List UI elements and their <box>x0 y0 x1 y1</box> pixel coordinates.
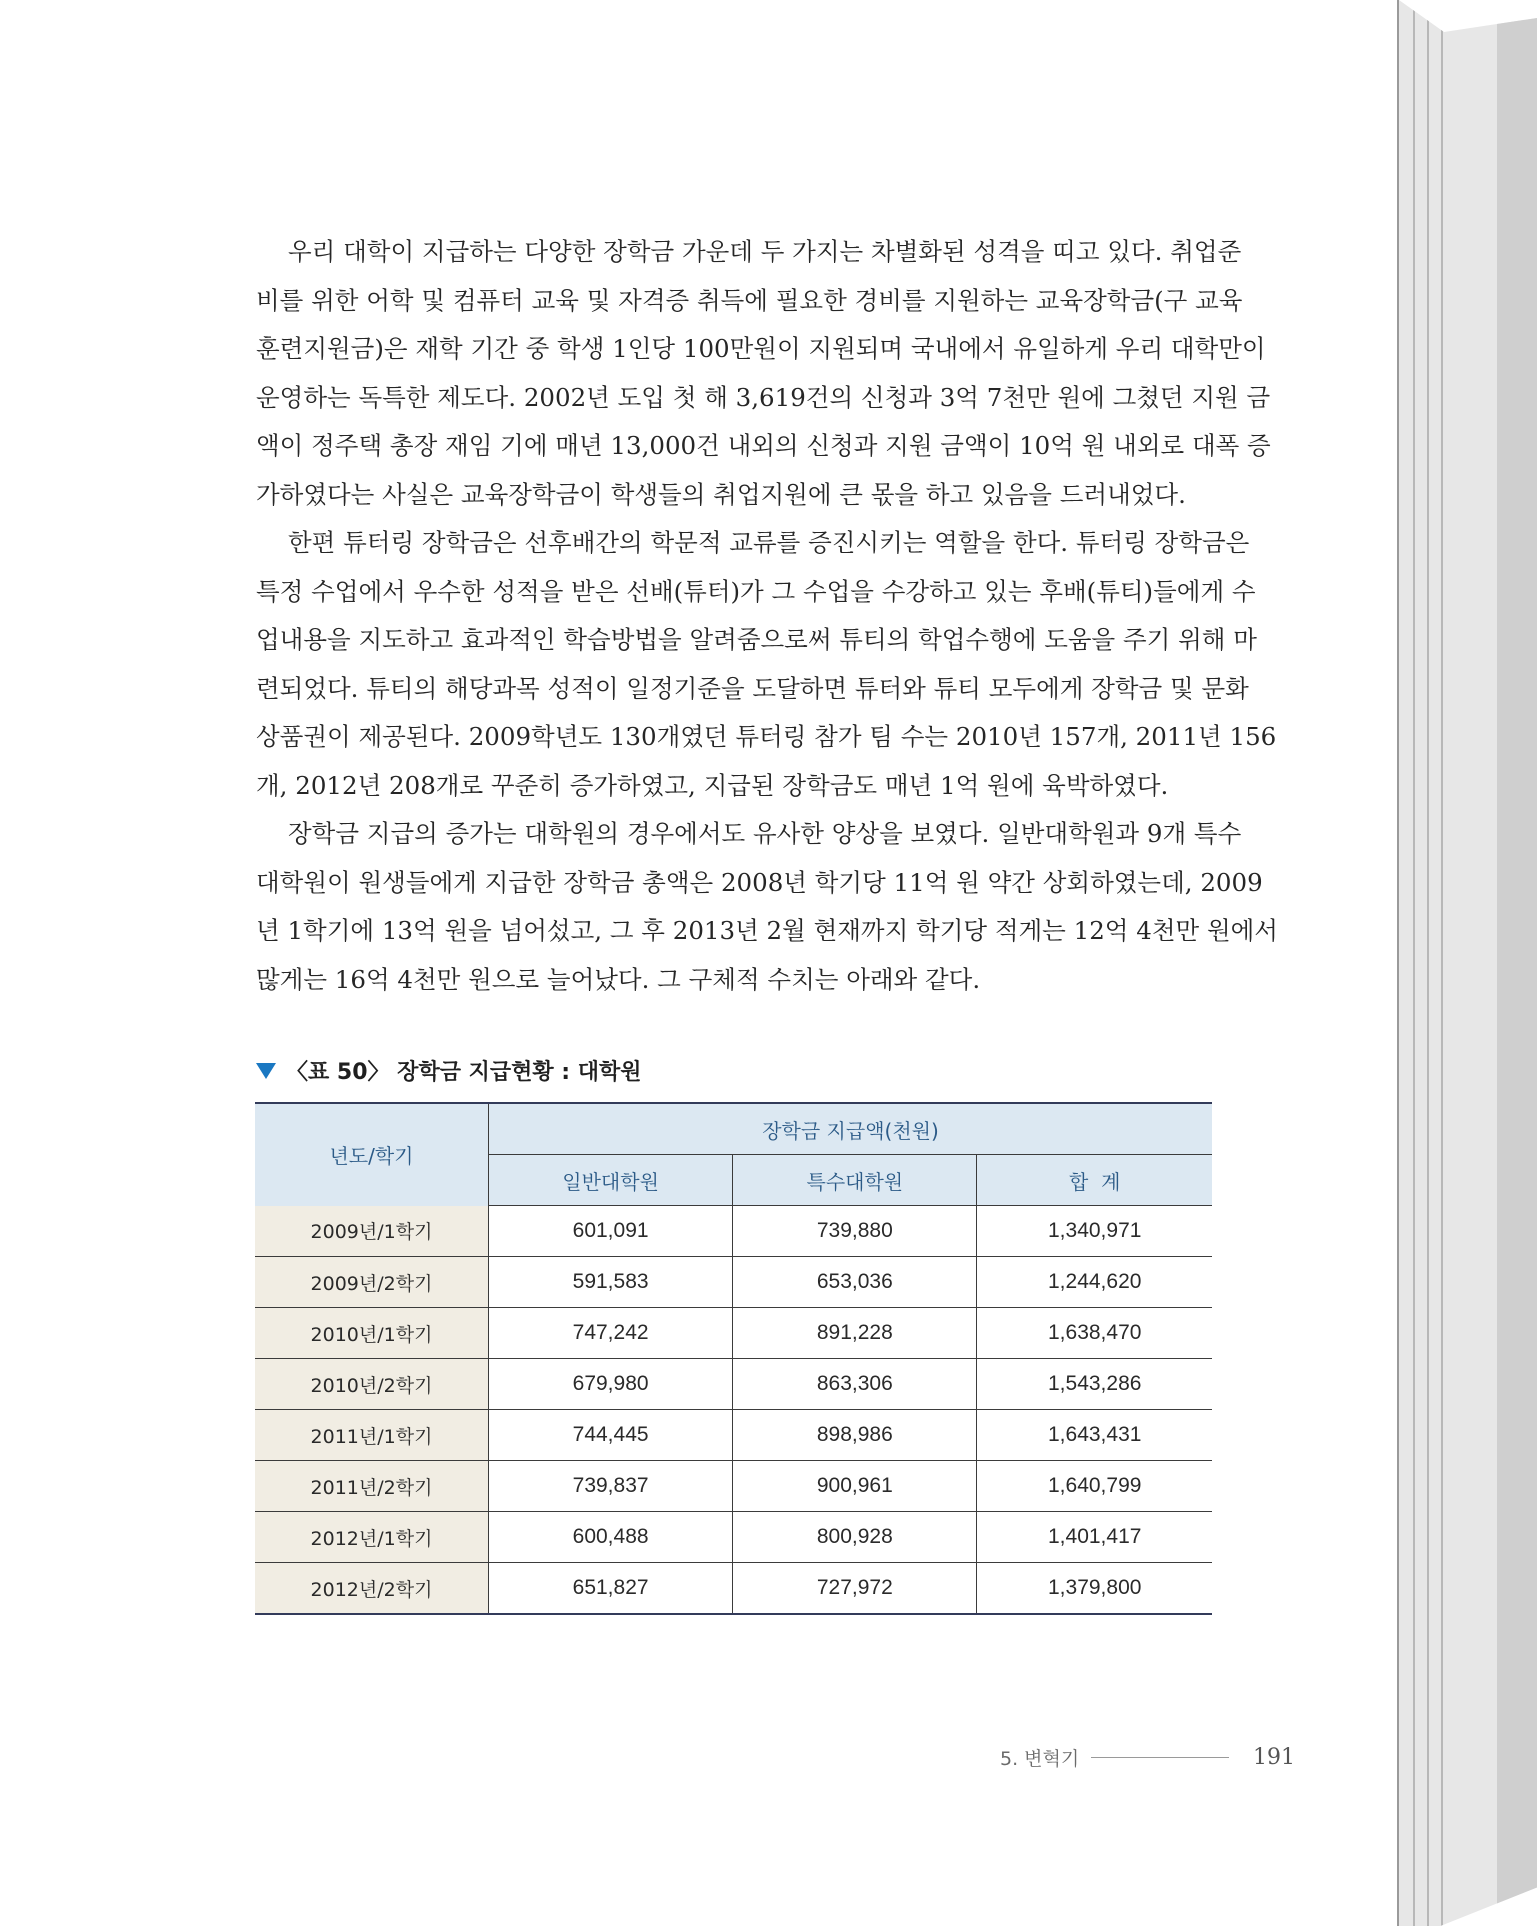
special-graduate-cell: 891,228 <box>733 1308 977 1359</box>
term-cell: 2011년/1학기 <box>255 1410 489 1461</box>
total-cell: 1,244,620 <box>977 1257 1212 1308</box>
total-cell: 1,543,286 <box>977 1359 1212 1410</box>
general-graduate-cell: 747,242 <box>489 1308 733 1359</box>
text-line: 련되었다. 튜티의 해당과목 성적이 일정기준을 도달하면 튜터와 튜티 모두에게 장학금 및 문화 <box>256 673 1249 703</box>
term-cell: 2012년/2학기 <box>255 1563 489 1615</box>
total-cell: 1,379,800 <box>977 1563 1212 1615</box>
text-line: 특정 수업에서 우수한 성적을 받은 선배(튜터)가 그 수업을 수강하고 있는 후배(튜티)들에게 수 <box>256 576 1256 606</box>
special-graduate-cell: 727,972 <box>733 1563 977 1615</box>
general-graduate-cell: 744,445 <box>489 1410 733 1461</box>
page-number: 191 <box>1253 1745 1295 1770</box>
table-row <box>255 1461 1212 1512</box>
general-graduate-cell: 600,488 <box>489 1512 733 1563</box>
footer-rule <box>1091 1757 1229 1758</box>
total-cell: 1,638,470 <box>977 1308 1212 1359</box>
text-line: 장학금 지급의 증가는 대학원의 경우에서도 유사한 양상을 보였다. 일반대학원과 9개 특수 <box>288 819 1242 848</box>
header-scholarship-amount: 장학금 지급액(천원) <box>489 1103 1213 1155</box>
general-graduate-cell: 739,837 <box>489 1461 733 1512</box>
text-line: 액이 정주택 총장 재임 기에 매년 13,000건 내외의 신청과 지원 금액이 10억 원 내외로 대폭 증 <box>256 431 1271 460</box>
text-line: 개, 2012년 208개로 꾸준히 증가하였고, 지급된 장학금도 매년 1억 원에 육박하였다. <box>256 770 1169 800</box>
text-line: 훈련지원금)은 재학 기간 중 학생 1인당 100만원이 지원되며 국내에서 유일하게 우리 대학만이 <box>256 334 1266 363</box>
text-line: 운영하는 독특한 제도다. 2002년 도입 첫 해 3,619건의 신청과 3억 7천만 원에 그쳤던 지원 금 <box>256 382 1271 412</box>
table-body <box>255 1206 1212 1615</box>
table-row <box>255 1206 1212 1257</box>
book-page-edges <box>1399 0 1537 1926</box>
text-line: 업내용을 지도하고 효과적인 학습방법을 알려줌으로써 튜티의 학업수행에 도움을 주기 위해 마 <box>256 625 1257 654</box>
general-graduate-cell: 679,980 <box>489 1359 733 1410</box>
special-graduate-cell: 800,928 <box>733 1512 977 1563</box>
paragraph-graduate-scholarship <box>256 810 1278 1004</box>
table-row <box>255 1308 1212 1359</box>
general-graduate-cell: 591,583 <box>489 1257 733 1308</box>
text-line: 대학원이 원생들에게 지급한 장학금 총액은 2008년 학기당 11억 원 약간 상회하였는데, 2009 <box>256 867 1263 897</box>
general-graduate-cell: 601,091 <box>489 1206 733 1257</box>
total-cell: 1,340,971 <box>977 1206 1212 1257</box>
term-cell: 2012년/1학기 <box>255 1512 489 1563</box>
chapter-label: 5. 변혁기 <box>1000 1748 1080 1770</box>
page-footer <box>1000 1744 1295 1771</box>
text-line: 우리 대학이 지급하는 다양한 장학금 가운데 두 가지는 차별화된 성격을 띠고 있다. 취업준 <box>288 237 1242 266</box>
term-cell: 2009년/2학기 <box>255 1257 489 1308</box>
text-line: 상품권이 제공된다. 2009학년도 130개였던 튜터링 참가 팀 수는 2010년 157개, 2011년 156 <box>256 722 1277 751</box>
text-line: 비를 위한 어학 및 컴퓨터 교육 및 자격증 취득에 필요한 경비를 지원하는 교육장학금(구 교육 <box>256 285 1243 315</box>
total-cell: 1,640,799 <box>977 1461 1212 1512</box>
special-graduate-cell: 653,036 <box>733 1257 977 1308</box>
table-row <box>255 1359 1212 1410</box>
triangle-marker-icon <box>256 1063 276 1079</box>
table-row <box>255 1563 1212 1615</box>
special-graduate-cell: 863,306 <box>733 1359 977 1410</box>
table-row <box>255 1512 1212 1563</box>
table-caption <box>256 1055 641 1086</box>
text-line: 많게는 16억 4천만 원으로 늘어났다. 그 구체적 수치는 아래와 같다. <box>256 964 981 994</box>
special-graduate-cell: 739,880 <box>733 1206 977 1257</box>
header-total: 합 계 <box>977 1155 1212 1206</box>
term-cell: 2010년/1학기 <box>255 1308 489 1359</box>
body-text <box>256 228 1278 1004</box>
total-cell: 1,643,431 <box>977 1410 1212 1461</box>
paragraph-tutoring-scholarship <box>256 519 1277 810</box>
paragraph-education-scholarship <box>256 228 1271 519</box>
table-row <box>255 1257 1212 1308</box>
text-line: 한편 튜터링 장학금은 선후배간의 학문적 교류를 증진시키는 역할을 한다. 튜터링 장학금은 <box>288 528 1250 557</box>
header-special-graduate: 특수대학원 <box>733 1155 977 1206</box>
term-cell: 2009년/1학기 <box>255 1206 489 1257</box>
text-line: 가하였다는 사실은 교육장학금이 학생들의 취업지원에 큰 몫을 하고 있음을 드러내었다. <box>256 479 1186 509</box>
total-cell: 1,401,417 <box>977 1512 1212 1563</box>
term-cell: 2010년/2학기 <box>255 1359 489 1410</box>
special-graduate-cell: 898,986 <box>733 1410 977 1461</box>
table-row <box>255 1410 1212 1461</box>
term-cell: 2011년/2학기 <box>255 1461 489 1512</box>
general-graduate-cell: 651,827 <box>489 1563 733 1615</box>
special-graduate-cell: 900,961 <box>733 1461 977 1512</box>
header-year-term: 년도/학기 <box>255 1103 489 1206</box>
scholarship-table <box>255 1102 1212 1615</box>
text-line: 년 1학기에 13억 원을 넘어섰고, 그 후 2013년 2월 현재까지 학기당 적게는 12억 4천만 원에서 <box>256 916 1278 945</box>
table-caption-text: 〈표 50〉 장학금 지급현황 : 대학원 <box>286 1060 642 1085</box>
header-general-graduate: 일반대학원 <box>489 1155 733 1206</box>
